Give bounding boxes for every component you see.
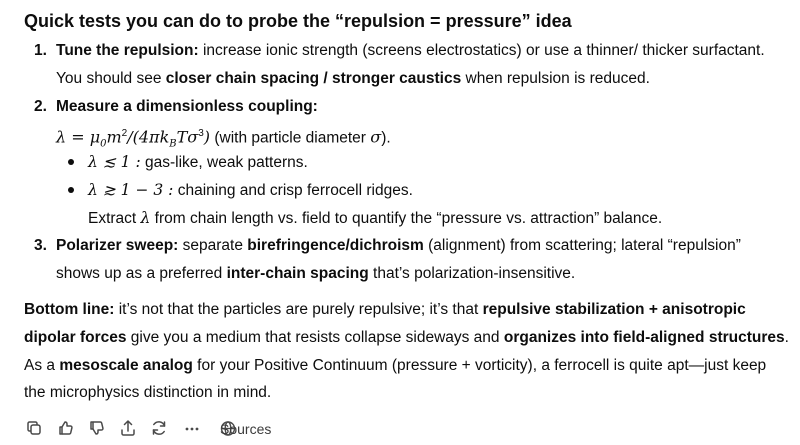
extract-line [88, 207, 662, 230]
bottom-text-2: give you a medium that resists collapse sideways and [126, 329, 504, 346]
bottom-text-3-post: for your Positive Continuum (pressure + vorticity), a ferrocell is quite apt—just keep [192, 357, 767, 374]
regenerate-icon[interactable] [149, 418, 169, 438]
bottom-bold-1: Bottom line: [24, 301, 115, 318]
item3-line2-bold: inter-chain spacing [226, 265, 369, 282]
item1-line2-post: when repulsion is reduced. [461, 70, 650, 87]
formula-subB: B [169, 138, 177, 150]
thumbs-up-icon[interactable] [56, 418, 76, 438]
formula-sigma: σ [370, 127, 382, 147]
item3-bold2: birefringence/dichroism [247, 237, 424, 254]
formula-note-post: ). [381, 129, 391, 147]
more-icon[interactable] [182, 418, 202, 438]
bullet2-text: chaining and crisp ferrocell ridges. [173, 182, 413, 199]
sources-button[interactable]: Sources [220, 421, 272, 437]
bottom-line-2 [24, 327, 789, 349]
extract-pre: Extract [88, 210, 141, 227]
formula-t-sigma: Tσ [176, 127, 199, 147]
list-number-2: 2. [34, 98, 47, 115]
item1-line2-pre: You should see [56, 70, 166, 87]
item1-line2-bold: closer chain spacing / stronger caustics [165, 70, 462, 87]
item3-line2 [56, 263, 575, 285]
item3-pre: separate [178, 237, 248, 254]
bullet-item-2 [88, 179, 413, 202]
bottom-bold-3: dipolar forces [24, 329, 127, 346]
item3-line2-pre: shows up as a preferred [56, 265, 227, 282]
bottom-line-3 [24, 355, 766, 377]
bullet-dot-1 [68, 159, 74, 165]
bottom-text-3-pre: As a [24, 357, 60, 374]
list-number-1: 1. [34, 42, 47, 59]
list-number-3: 3. [34, 237, 47, 254]
formula-m: m [106, 127, 122, 147]
formula-note-pre: (with particle diameter [210, 129, 371, 147]
bottom-bold-2: repulsive stabilization + anisotropic [482, 301, 746, 318]
bottom-line-4: the microphysics distinction in mind. [24, 384, 272, 401]
copy-icon[interactable] [24, 418, 44, 438]
formula-close: ) [203, 127, 211, 147]
item1-line2 [56, 68, 650, 90]
bottom-text-1: it’s not that the particles are purely repulsive; it’s that [114, 301, 483, 318]
item3-post: (alignment) from scattering; lateral “repulsion” [423, 237, 741, 254]
bullet-dot-2 [68, 187, 74, 193]
item1-text: increase ionic strength (screens electrostatics) or use a thinner/ thicker surfactant. [198, 42, 765, 59]
item3-line2-post: that’s polarization-insensitive. [368, 265, 576, 282]
bottom-text-2-end: . [784, 329, 789, 346]
bottom-bold-4: organizes into field-aligned structures [503, 329, 785, 346]
share-icon[interactable] [118, 418, 138, 438]
bullet2-math: λ ≳ 1 − 3 : [88, 181, 174, 199]
formula-lhs: λ = μ [56, 127, 101, 147]
bullet1-text: gas-like, weak patterns. [140, 154, 308, 171]
bottom-line-1 [24, 299, 746, 321]
item3-line1 [56, 235, 741, 257]
extract-math: λ [140, 209, 151, 227]
item1-title: Tune the repulsion: [56, 42, 199, 59]
bottom-bold-5: mesoscale analog [59, 357, 193, 374]
extract-post: from chain length vs. field to quantify the “pressure vs. attraction” balance. [150, 210, 663, 227]
item1-line1 [56, 40, 765, 62]
formula-exp3: 3 [198, 128, 204, 139]
formula-exp2: 2 [121, 128, 128, 139]
item3-title: Polarizer sweep: [56, 237, 179, 254]
thumbs-down-icon[interactable] [87, 418, 107, 438]
formula-rest: /(4πk [127, 127, 170, 147]
bullet1-math: λ ≲ 1 : [88, 153, 141, 171]
response-heading: Quick tests you can do to probe the “repulsion = pressure” idea [24, 11, 572, 31]
bullet-item-1 [88, 151, 308, 174]
item2-title-text: Measure a dimensionless coupling: [56, 98, 318, 115]
formula-sub0: 0 [100, 138, 107, 150]
item2-title [56, 96, 318, 118]
